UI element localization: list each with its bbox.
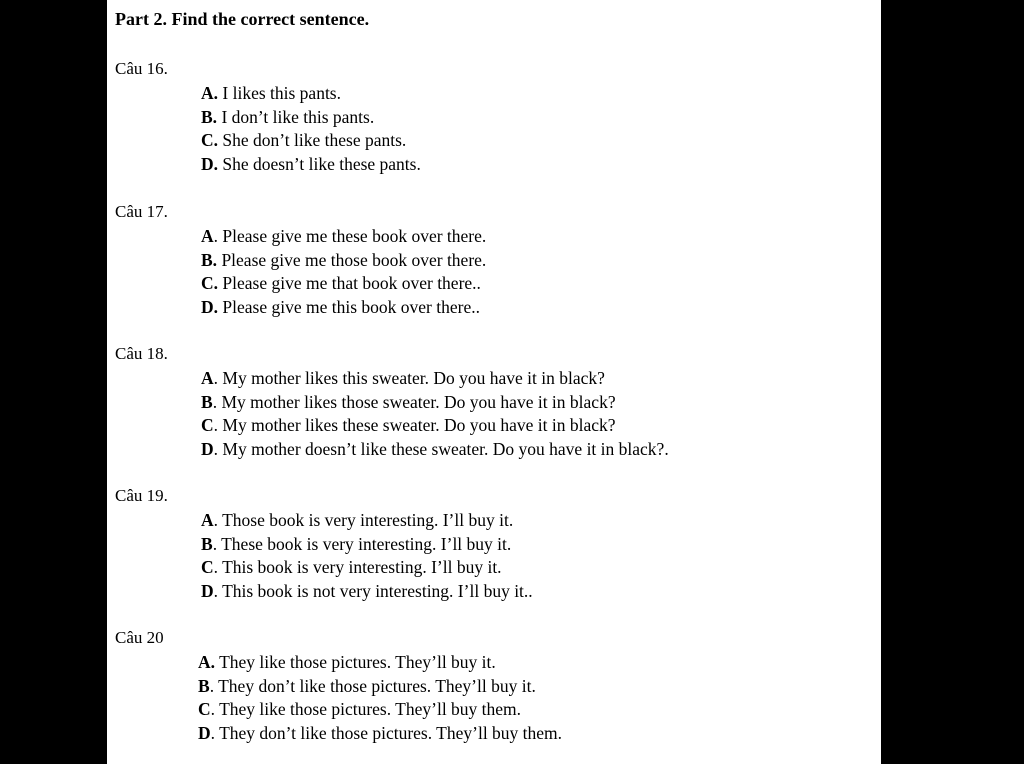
option-a [201,82,875,106]
question-17 [115,201,875,320]
option-letter: C. [201,130,219,151]
option-a [201,225,875,249]
option-letter: D [201,581,214,602]
options-list [115,82,875,177]
option-c [201,414,875,438]
option-text: . They like those pictures. They’ll buy them. [210,699,522,720]
option-letter: A. [201,83,219,103]
question-label: Câu 19. [115,486,168,505]
option-letter: B. [201,249,218,270]
option-text: . My mother likes these sweater. Do you have it in black? [213,415,616,436]
option-text: . My mother likes this sweater. Do you have it in black? [213,368,605,388]
option-text: . These book is very interesting. I’ll buy it. [212,533,512,554]
option-text: She doesn’t like these pants. [218,154,421,175]
option-a [201,509,875,533]
option-text: . They don’t like those pictures. They’ll buy them. [210,723,563,744]
question-19 [115,485,875,604]
option-text: . Please give me these book over there. [213,226,487,246]
option-d [198,722,875,746]
option-c [198,698,875,722]
option-letter: D [201,439,214,460]
question-18 [115,343,875,462]
option-text: She don’t like these pants. [218,130,407,151]
option-text: . My mother likes those sweater. Do you have it in black? [212,391,616,412]
option-d [201,580,875,604]
option-letter: C [201,557,214,578]
option-b [201,391,875,415]
option-text: I don’t like this pants. [217,106,375,127]
option-letter: D [198,723,211,744]
option-c [201,129,875,153]
option-letter: A [201,510,214,530]
option-c [201,272,875,296]
option-text: . This book is very interesting. I’ll buy it. [213,557,502,578]
option-letter: A [201,368,214,388]
part-heading: Part 2. Find the correct sentence. [115,9,370,29]
option-a [198,651,875,675]
option-letter: D. [201,297,219,318]
question-20 [115,627,875,746]
worksheet-page [107,0,881,764]
option-d [201,438,875,462]
option-c [201,556,875,580]
option-text: Please give me those book over there. [217,249,487,270]
option-letter: A [201,226,214,246]
option-text: . My mother doesn’t like these sweater. Do you have it in black?. [213,439,669,460]
option-letter: C. [201,273,219,294]
option-text: Please give me that book over there.. [218,273,481,294]
option-text: . Those book is very interesting. I’ll buy it. [213,510,514,530]
option-letter: B [201,533,213,554]
option-letter: A. [198,652,216,672]
option-text: . They don’t like those pictures. They’ll buy it. [209,675,536,696]
question-label: Câu 18. [115,344,168,363]
option-a [201,367,875,391]
question-label: Câu 17. [115,202,168,221]
option-text: I likes this pants. [218,83,341,103]
options-list [115,651,875,746]
option-text: Please give me this book over there.. [218,297,480,318]
option-text: They like those pictures. They’ll buy it. [215,652,496,672]
option-b [201,106,875,130]
option-b [201,249,875,273]
option-text: . This book is not very interesting. I’ll buy it.. [213,581,533,602]
option-b [198,675,875,699]
option-letter: B [198,675,210,696]
option-letter: C [198,699,211,720]
option-d [201,153,875,177]
option-letter: B. [201,106,218,127]
options-list [115,509,875,604]
option-letter: C [201,415,214,436]
question-16 [115,58,875,177]
option-letter: D. [201,154,219,175]
options-list [115,225,875,320]
option-d [201,296,875,320]
question-label: Câu 16. [115,59,168,78]
option-letter: B [201,391,213,412]
question-label: Câu 20 [115,628,164,647]
option-b [201,533,875,557]
options-list [115,367,875,462]
